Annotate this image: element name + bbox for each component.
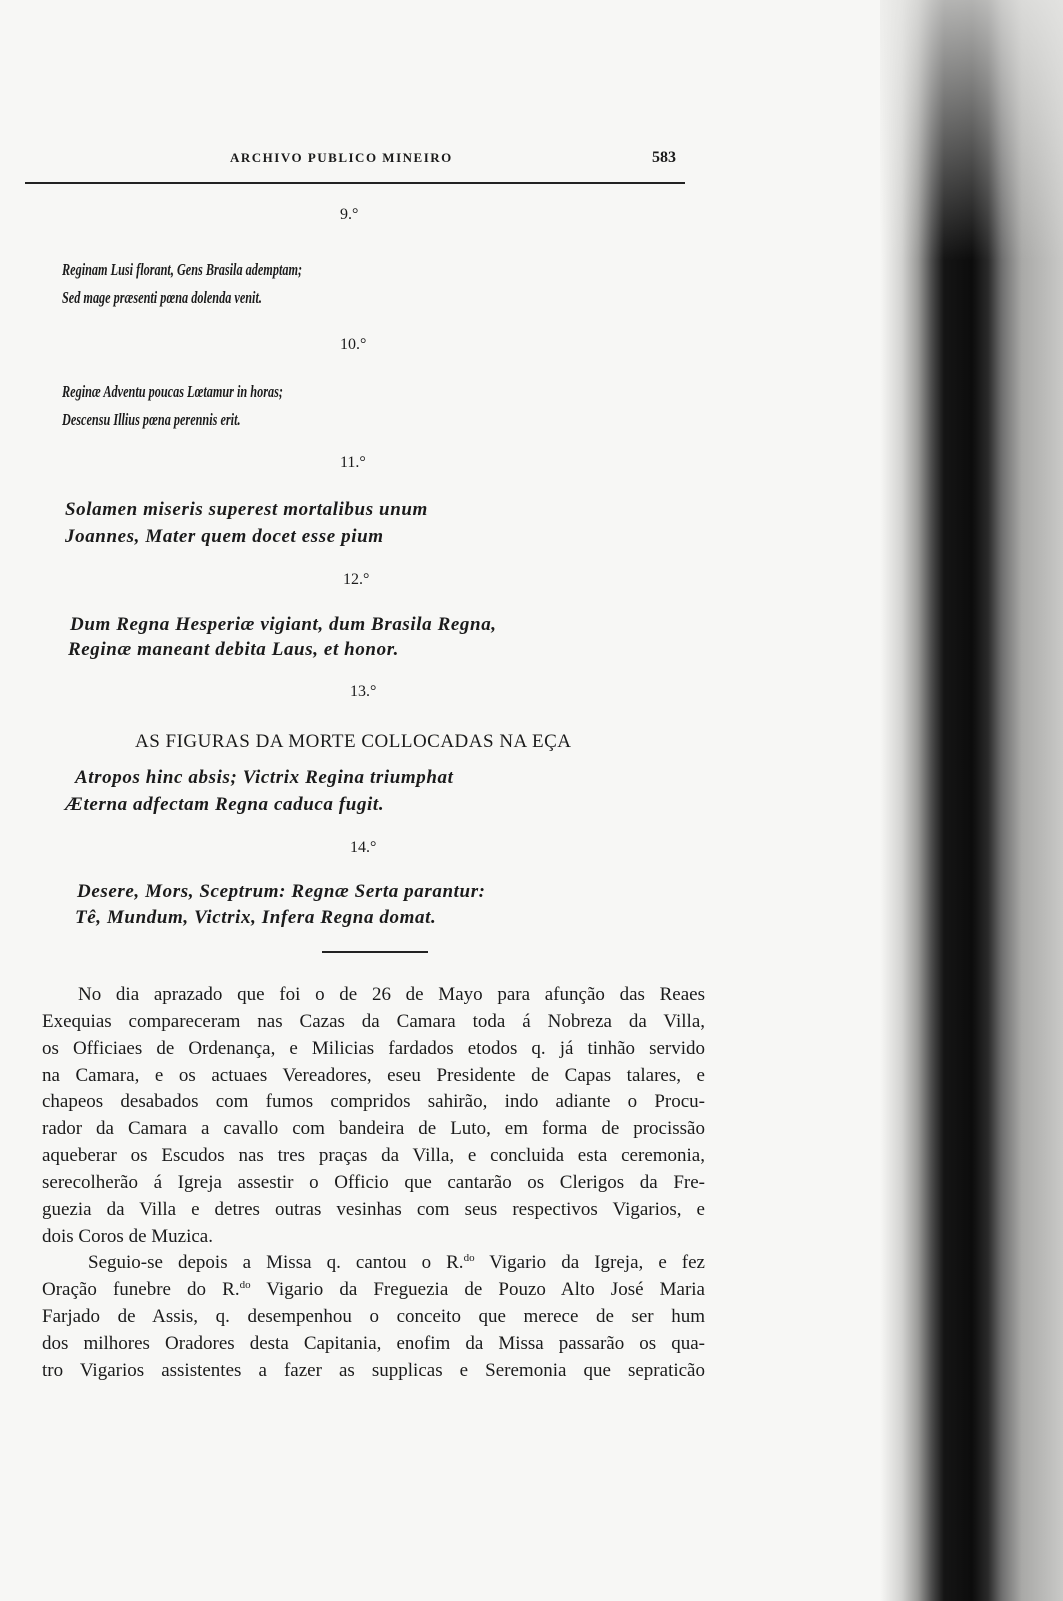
verse-line: Joannes, Mater quem docet esse pium — [65, 526, 384, 547]
verse-line: Solamen miseris superest mortalibus unum — [65, 499, 428, 520]
stanza-number: 12.° — [343, 571, 370, 588]
verse-line: Descensu Illius pœna perennis erit. — [62, 410, 241, 429]
paragraph-line: No dia aprazado que foi o de 26 de Mayo para afunção das Reaes — [78, 984, 705, 1005]
paragraph-line: Exequias compareceram nas Cazas da Camara toda á Nobreza da Villa, — [42, 1010, 705, 1032]
paragraph-line — [42, 1277, 705, 1304]
book-gutter-highlight — [880, 0, 1063, 260]
paragraph-line: dois Coros de Muzica. — [42, 1225, 213, 1247]
page-number: 583 — [652, 149, 676, 166]
verse-line: Atropos hinc absis; Victrix Regina triumphat — [75, 767, 454, 788]
section-heading: AS FIGURAS DA MORTE COLLOCADAS NA EÇA — [135, 731, 572, 752]
paragraph-line: dos milhores Oradores desta Capitania, enofim da Missa passarão os qua- — [42, 1332, 705, 1354]
line-text: Vigario da Freguezia de Pouzo Alto José Maria — [250, 1279, 705, 1301]
verse-line: Sed mage præsenti pœna dolenda venit. — [62, 288, 262, 307]
superscript-abbreviation: do — [239, 1279, 251, 1292]
header-rule — [25, 182, 685, 184]
paragraph-line — [42, 1250, 705, 1277]
stanza-number: 14.° — [350, 839, 377, 856]
paragraph-line: rador da Camara a cavallo com bandeira de Luto, em forma de procissão — [42, 1118, 705, 1140]
paragraph-line: tro Vigarios assistentes a fazer as supplicas e Seremonia que sepraticão — [42, 1359, 705, 1381]
verse-line: Desere, Mors, Sceptrum: Regnæ Serta parantur: — [77, 881, 486, 902]
verse-line: Dum Regna Hesperiæ vigiant, dum Brasila Regna, — [70, 614, 497, 635]
verse-line: Reginam Lusi florant, Gens Brasila ademptam; — [62, 260, 303, 279]
line-text: Vigario da Igreja, e fez — [474, 1252, 705, 1274]
stanza-number: 11.° — [340, 454, 366, 471]
superscript-abbreviation: do — [463, 1252, 475, 1265]
line-text: Oração funebre do R. — [42, 1279, 240, 1301]
running-title: ARCHIVO PUBLICO MINEIRO — [230, 150, 453, 165]
paragraph-line: na Camara, e os actuaes Vereadores, eseu Presidente de Capas talares, e — [42, 1064, 705, 1086]
stanza-number: 10.° — [340, 336, 367, 353]
paragraph-line: os Officiaes de Ordenança, e Milicias fardados etodos q. já tinhão servido — [42, 1037, 705, 1059]
paragraph-line: serecolherão á Igreja assestir o Officio que cantarão os Clerigos da Fre- — [42, 1171, 705, 1193]
verse-line: Reginæ Adventu poucas Lœtamur in horas; — [62, 382, 283, 401]
paragraph-line: Farjado de Assis, q. desempenhou o conceito que merece de ser hum — [42, 1306, 705, 1328]
paragraph-line: chapeos desabados com fumos compridos sahirão, indo adiante o Procu- — [42, 1091, 705, 1113]
section-divider — [322, 951, 428, 953]
verse-line: Reginæ maneant debita Laus, et honor. — [68, 639, 399, 660]
verse-line: Tê, Mundum, Victrix, Infera Regna domat. — [75, 907, 437, 928]
line-text: Seguio-se depois a Missa q. cantou o R. — [88, 1252, 464, 1274]
paragraph-line: guezia da Villa e detres outras vesinhas com seus respectivos Vigarios, e — [42, 1198, 705, 1220]
stanza-number: 13.° — [350, 683, 377, 700]
verse-line: Æterna adfectam Regna caduca fugit. — [65, 794, 385, 815]
paragraph-line: aqueberar os Escudos nas tres praças da Villa, e concluida esta ceremonia, — [42, 1145, 705, 1167]
stanza-number: 9.° — [340, 206, 359, 223]
body-text — [42, 982, 705, 1385]
